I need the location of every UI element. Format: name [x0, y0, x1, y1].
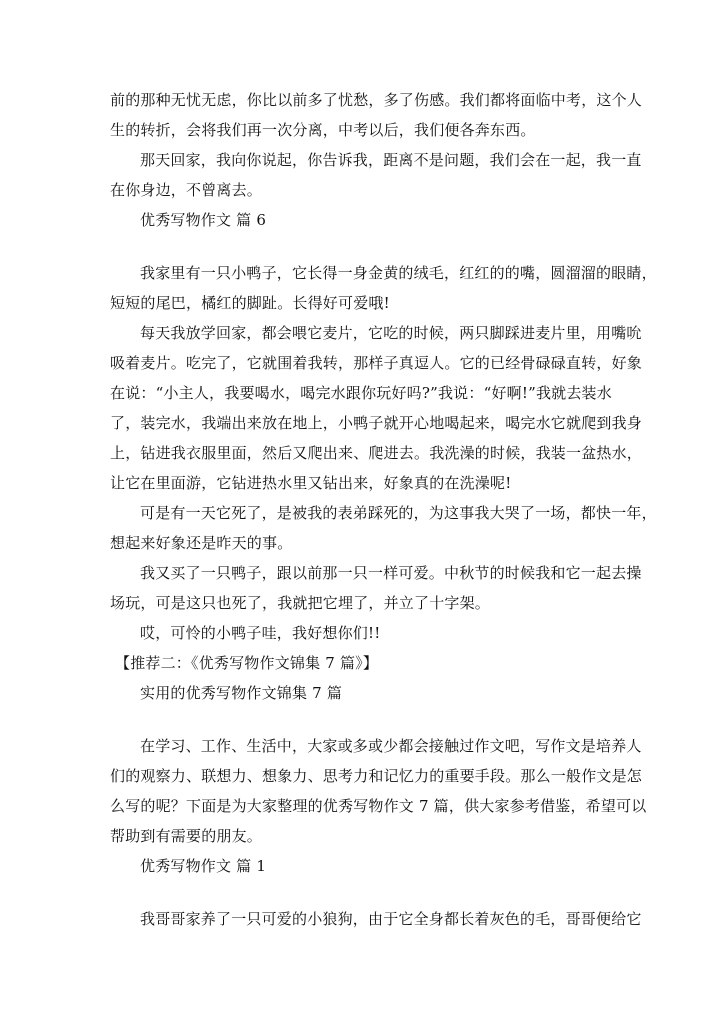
paragraph-line: 哎，可怜的小鸭子哇，我好想你们!!	[140, 624, 381, 642]
paragraph-line: 吸着麦片。吃完了，它就围着我转，那样子真逗人。它的已经骨碌碌直转，好象	[110, 354, 643, 372]
paragraph-line: 在学习、工作、生活中，大家或多或少都会接触过作文吧，写作文是培养人	[140, 737, 642, 755]
paragraph-line: 我家里有一只小鸭子，它长得一身金黄的绒毛，红红的的嘴，圆溜溜的眼睛，	[140, 264, 657, 282]
paragraph-line: 场玩，可是这只也死了，我就把它埋了，并立了十字架。	[110, 594, 491, 612]
recommendation-heading: 【推荐二：《优秀写物作文锦集 7 篇》】	[115, 654, 379, 672]
paragraph-line: 上，钻进我衣服里面，然后又爬出来、爬进去。我洗澡的时候，我装一盆热水，	[110, 444, 643, 462]
paragraph-line: 短短的尾巴，橘红的脚趾。长得好可爱哦!	[110, 294, 390, 312]
paragraph-line: 帮助到有需要的朋友。	[110, 827, 263, 845]
paragraph-line: 我哥哥家养了一只可爱的小狼狗，由于它全身都长着灰色的毛，哥哥便给它	[140, 910, 642, 928]
section-heading: 优秀写物作文 篇 6	[140, 211, 267, 229]
paragraph-line: 让它在里面游，它钻进热水里又钻出来，好象真的在洗澡呢!	[110, 474, 512, 492]
paragraph-line: 想起来好象还是昨天的事。	[110, 534, 293, 552]
paragraph-line: 么写的呢？下面是为大家整理的优秀写物作文 7 篇，供大家参考借鉴，希望可以	[110, 797, 647, 815]
paragraph-line: 那天回家，我向你说起，你告诉我，距离不是问题，我们会在一起，我一直	[140, 151, 642, 169]
paragraph-line: 每天我放学回家，都会喂它麦片，它吃的时候，两只脚踩进麦片里，用嘴吮	[140, 324, 642, 342]
paragraph-line: 在说：“小主人，我要喝水，喝完水跟你玩好吗?”我说：“好啊!”我就去装水	[110, 384, 612, 402]
paragraph-line: 我又买了一只鸭子，跟以前那一只一样可爱。中秋节的时候我和它一起去操	[140, 564, 642, 582]
paragraph-line: 在你身边，不曾离去。	[110, 181, 263, 199]
paragraph-line: 们的观察力、联想力、想象力、思考力和记忆力的重要手段。那么一般作文是怎	[110, 767, 643, 785]
paragraph-line: 可是有一天它死了，是被我的表弟踩死的，为这事我大哭了一场，都快一年，	[140, 504, 657, 522]
paragraph-line: 了，装完水，我端出来放在地上，小鸭子就开心地喝起来，喝完水它就爬到我身	[110, 414, 643, 432]
article-title: 实用的优秀写物作文锦集 7 篇	[140, 684, 343, 702]
section-heading: 优秀写物作文 篇 1	[140, 857, 267, 875]
paragraph-line: 生的转折，会将我们再一次分离，中考以后，我们便各奔东西。	[110, 121, 536, 139]
paragraph-line: 前的那种无忧无虑，你比以前多了忧愁，多了伤感。我们都将面临中考，这个人	[110, 91, 643, 109]
